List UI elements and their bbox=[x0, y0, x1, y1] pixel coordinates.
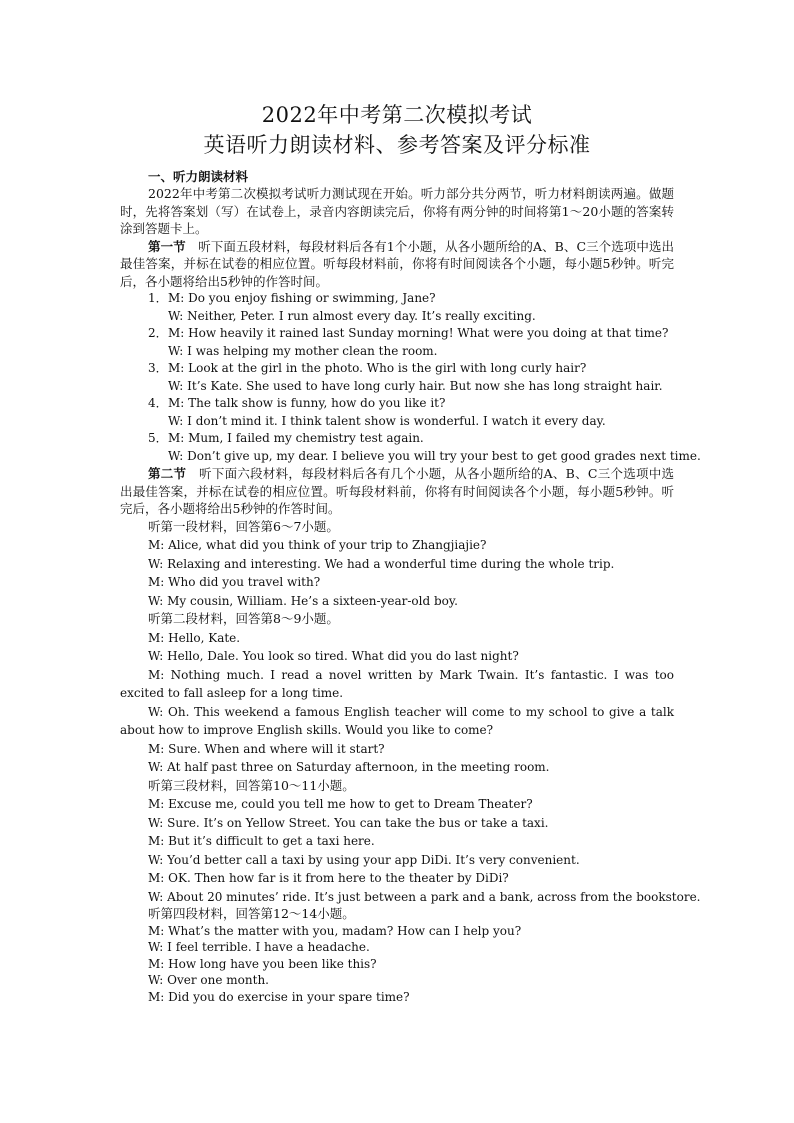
part2-label: 第二节 bbox=[148, 466, 187, 481]
dialogue-line: M: Sure. When and where will it start? bbox=[148, 741, 385, 756]
document-title-line1: 2022年中考第二次模拟考试 bbox=[261, 103, 533, 127]
document-title-line2: 英语听力朗读材料、参考答案及评分标准 bbox=[203, 133, 591, 157]
dialogue-line: W: I feel terrible. I have a headache. bbox=[148, 940, 370, 954]
dialogue-line: W: Sure. It’s on Yellow Street. You can take the bus or take a taxi. bbox=[148, 815, 549, 830]
dialogue-line: M: Excuse me, could you tell me how to get to Dream Theater? bbox=[148, 797, 533, 811]
speaker-m-line: M: How heavily it rained last Sunday morning! What were you doing at that time? bbox=[168, 326, 669, 340]
speaker-m-line: M: Mum, I failed my chemistry test again. bbox=[168, 431, 424, 445]
dialogue-line: M: Did you do exercise in your spare time? bbox=[148, 989, 410, 1004]
speaker-w-line: W: I was helping my mother clean the room. bbox=[168, 343, 438, 358]
speaker-m-line: M: Look at the girl in the photo. Who is the girl with long curly hair? bbox=[168, 361, 587, 375]
dialogue-line: M: Alice, what did you think of your trip to Zhangjiajie? bbox=[148, 538, 487, 552]
dialogue-line: W: At half past three on Saturday afternoon, in the meeting room. bbox=[148, 760, 550, 774]
speaker-m-line: M: The talk show is funny, how do you like it? bbox=[168, 396, 446, 410]
question-number: 5． bbox=[148, 431, 168, 445]
part1-text: 听下面五段材料，每段材料后各有1个小题，从各小题所给的A、B、C三个选项中选出最佳答案，并标在试卷的相应位置。听每段材料前，你将有时间阅读各个小题，每小题5秒钟。听完后，各小题将给出5秒钟的作答时间。 bbox=[120, 238, 674, 289]
question-line bbox=[120, 395, 674, 413]
dialogue-line: W: You’d better call a taxi by using your app DiDi. It’s very convenient. bbox=[148, 852, 580, 867]
question-number: 4． bbox=[148, 396, 168, 410]
dialogue-line: M: OK. Then how far is it from here to the theater by DiDi? bbox=[148, 871, 509, 885]
speaker-m-line: M: Do you enjoy fishing or swimming, Jane? bbox=[168, 291, 436, 305]
dialogue1-heading: 听第一段材料，回答第6～7小题。 bbox=[148, 518, 339, 534]
speaker-w-line: W: Neither, Peter. I run almost every day. It’s really exciting. bbox=[168, 308, 536, 323]
dialogue-line: M: Nothing much. I read a novel written by Mark Twain. It’s fantastic. I was too excited to fall asleep for a long time. bbox=[120, 667, 674, 700]
question-line bbox=[120, 430, 674, 448]
part1-label: 第一节 bbox=[148, 238, 186, 254]
speaker-w-line: W: It’s Kate. She used to have long curly hair. But now she has long straight hair. bbox=[168, 378, 663, 393]
question-number: 1． bbox=[148, 291, 168, 305]
speaker-w-line: W: I don’t mind it. I think talent show is wonderful. I watch it every day. bbox=[168, 413, 606, 428]
question-line bbox=[120, 290, 674, 308]
dialogue-line: W: Relaxing and interesting. We had a wonderful time during the whole trip. bbox=[148, 556, 615, 571]
question-number: 2． bbox=[148, 326, 168, 340]
question-number: 3． bbox=[148, 361, 168, 375]
speaker-w-line: W: Don’t give up, my dear. I believe you will try your best to get good grades next time. bbox=[168, 448, 701, 463]
part1-items bbox=[120, 290, 701, 465]
part2-instructions bbox=[120, 465, 674, 518]
dialogue-line: M: How long have you been like this? bbox=[148, 956, 377, 971]
dialogue-line: M: Who did you travel with? bbox=[148, 575, 321, 589]
question-line bbox=[120, 325, 674, 343]
dialogue4-heading: 听第四段材料，回答第12～14小题。 bbox=[148, 906, 355, 921]
part1-instructions bbox=[120, 238, 674, 291]
dialogue-line: M: But it’s difficult to get a taxi here. bbox=[148, 834, 375, 848]
part2-text: 听下面六段材料，每段材料后各有几个小题，从各小题所给的A、B、C三个选项中选出最佳答案，并标在试卷的相应位置。听每段材料前，你将有时间阅读各个小题，每小题5秒钟。听完后，各小题将给出5秒钟的作答时间。 bbox=[120, 466, 674, 516]
dialogue2-heading: 听第二段材料，回答第8～9小题。 bbox=[148, 611, 339, 626]
dialogue-line: M: Hello, Kate. bbox=[148, 630, 241, 645]
dialogue-line: W: About 20 minutes’ ride. It’s just between a park and a bank, across from the bookstore. bbox=[148, 889, 701, 904]
intro-paragraph: 2022年中考第二次模拟考试听力测试现在开始。听力部分共分两节，听力材料朗读两遍。做题时，先将答案划（写）在试卷上，录音内容朗读完后，你将有两分钟的时间将第1～20小题的答案转涂到答题卡上。 bbox=[120, 186, 674, 236]
dialogue3-heading: 听第三段材料，回答第10～11小题。 bbox=[148, 777, 355, 793]
section-heading: 一、听力朗读材料 bbox=[148, 169, 249, 184]
document-page bbox=[120, 100, 701, 1005]
dialogue-line: M: What’s the matter with you, madam? How can I help you? bbox=[148, 923, 522, 938]
dialogue-line: W: Hello, Dale. You look so tired. What did you do last night? bbox=[148, 649, 519, 663]
dialogue-line: W: Oh. This weekend a famous English teacher will come to my school to give a talk about how to improve English skills. Would you like to come? bbox=[120, 704, 674, 737]
dialogue-line: W: My cousin, William. He’s a sixteen-year-old boy. bbox=[148, 593, 458, 608]
dialogue-line: W: Over one month. bbox=[148, 973, 269, 987]
question-line bbox=[120, 360, 674, 378]
